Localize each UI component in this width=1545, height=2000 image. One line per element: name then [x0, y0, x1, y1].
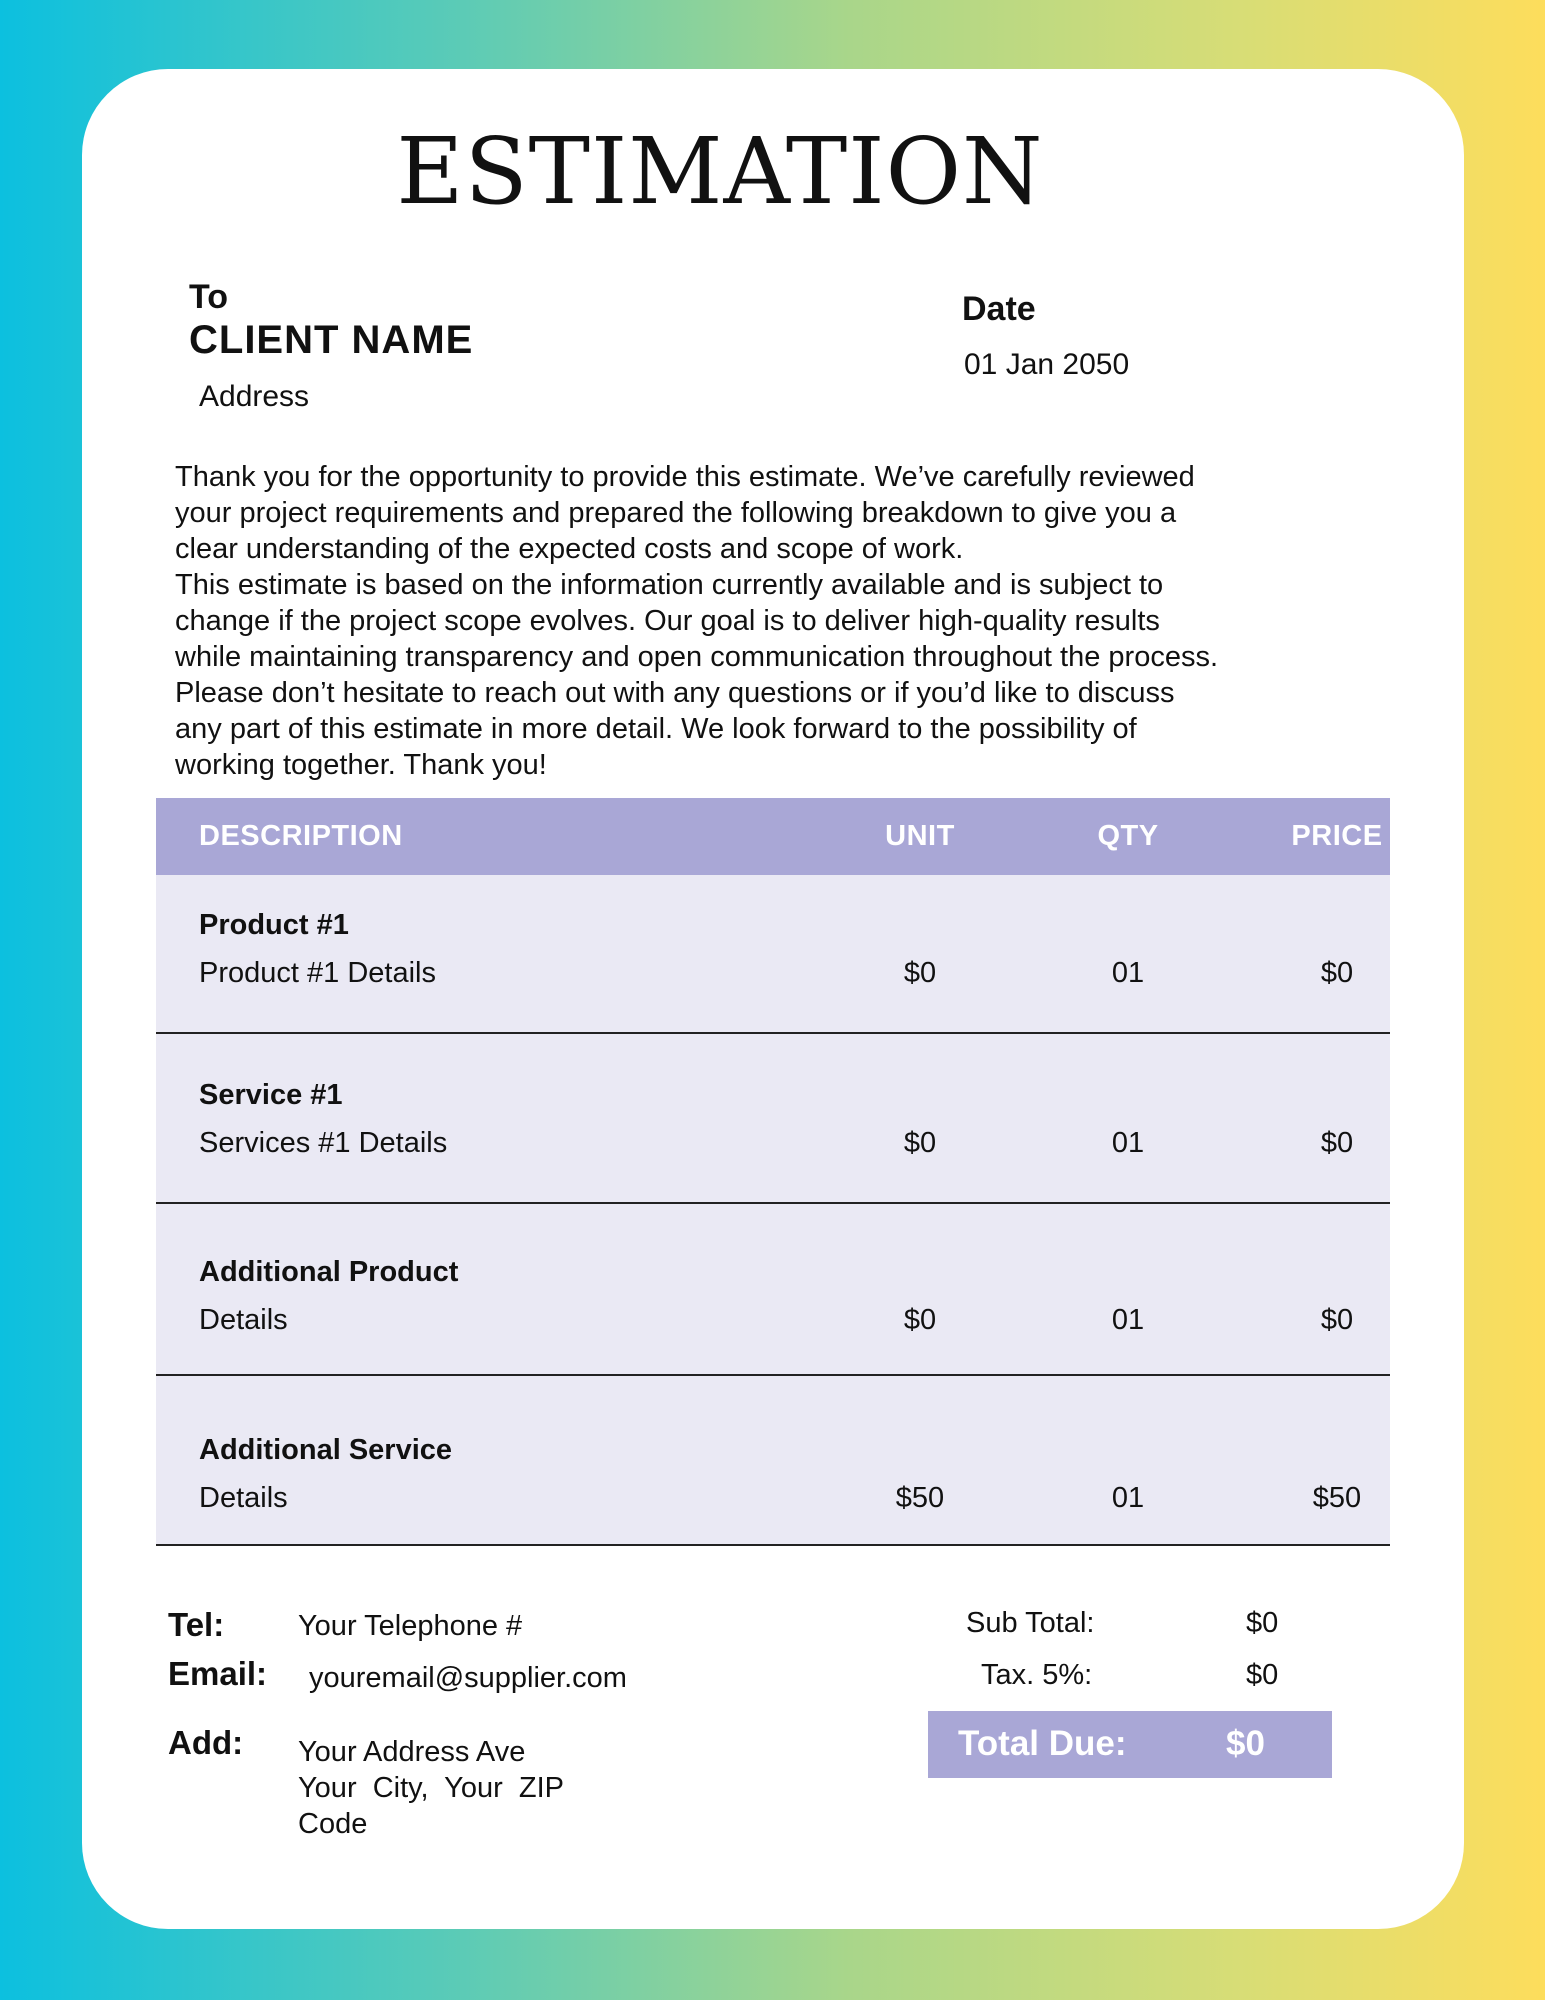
tax-label: Tax. 5%:: [981, 1659, 1093, 1691]
item-name: Additional Product: [199, 1256, 459, 1288]
item-name: Additional Service: [199, 1434, 453, 1466]
date-value: 01 Jan 2050: [964, 348, 1130, 381]
item-detail: Details: [199, 1482, 288, 1514]
intro-line: This estimate is based on the information currently available and is subject to: [175, 569, 1164, 601]
email-value: youremail@supplier.com: [309, 1662, 627, 1694]
client-name: CLIENT NAME: [189, 318, 474, 362]
total-due-label: Total Due:: [958, 1724, 1127, 1763]
item-price: $0: [1320, 1304, 1354, 1336]
item-price: $0: [1320, 957, 1354, 989]
address-line: Code: [298, 1808, 368, 1840]
email-label: Email:: [168, 1655, 268, 1692]
address-line: Your Address Ave: [298, 1736, 526, 1768]
subtotal-value: $0: [1246, 1607, 1279, 1639]
item-detail: Details: [199, 1304, 288, 1336]
item-price: $0: [1320, 1127, 1354, 1159]
total-due-value: $0: [1226, 1724, 1265, 1763]
header-unit: UNIT: [885, 820, 955, 852]
table-row: [156, 1034, 1390, 1204]
item-price: $50: [1312, 1482, 1362, 1514]
item-detail: Services #1 Details: [199, 1127, 448, 1159]
intro-line: change if the project scope evolves. Our goal is to deliver high-quality results: [175, 605, 1160, 637]
item-qty: 01: [1111, 1304, 1145, 1336]
address-label: Add:: [168, 1724, 244, 1761]
table-row: [156, 1204, 1390, 1376]
item-unit: $50: [895, 1482, 945, 1514]
tel-label: Tel:: [168, 1606, 225, 1643]
intro-line: any part of this estimate in more detail. We look forward to the possibility of: [175, 713, 1137, 745]
item-qty: 01: [1111, 1127, 1145, 1159]
client-address: Address: [199, 380, 310, 413]
header-price: PRICE: [1291, 820, 1383, 852]
item-unit: $0: [903, 1127, 937, 1159]
intro-line: while maintaining transparency and open communication throughout the process.: [175, 641, 1219, 673]
item-detail: Product #1 Details: [199, 957, 436, 989]
intro-text: [175, 459, 1415, 783]
header-qty: QTY: [1097, 820, 1159, 852]
table-header: [156, 798, 1390, 875]
intro-line: Thank you for the opportunity to provide this estimate. We’ve carefully reviewed: [175, 461, 1195, 493]
table-row: [156, 875, 1390, 1034]
table-row: [156, 1376, 1390, 1546]
supplier-address: [298, 1734, 564, 1842]
item-qty: 01: [1111, 1482, 1145, 1514]
item-unit: $0: [903, 957, 937, 989]
intro-line: Please don’t hesitate to reach out with any questions or if you’d like to discuss: [175, 677, 1175, 709]
item-name: Product #1: [199, 909, 349, 941]
intro-line: your project requirements and prepared the following breakdown to give you a: [175, 497, 1177, 529]
header-description: DESCRIPTION: [199, 820, 403, 852]
intro-line: working together. Thank you!: [175, 749, 547, 781]
subtotal-label: Sub Total:: [966, 1607, 1095, 1639]
address-line: Your City, Your ZIP: [298, 1772, 564, 1804]
total-due-box: [928, 1711, 1332, 1778]
date-label: Date: [962, 290, 1036, 328]
page-title: ESTIMATION: [396, 118, 1044, 225]
intro-line: clear understanding of the expected costs and scope of work.: [175, 533, 964, 565]
tel-value: Your Telephone #: [298, 1610, 523, 1642]
tax-value: $0: [1246, 1659, 1279, 1691]
estimate-table: [156, 798, 1390, 1546]
item-qty: 01: [1111, 957, 1145, 989]
item-name: Service #1: [199, 1079, 343, 1111]
to-label: To: [189, 278, 229, 316]
item-unit: $0: [903, 1304, 937, 1336]
